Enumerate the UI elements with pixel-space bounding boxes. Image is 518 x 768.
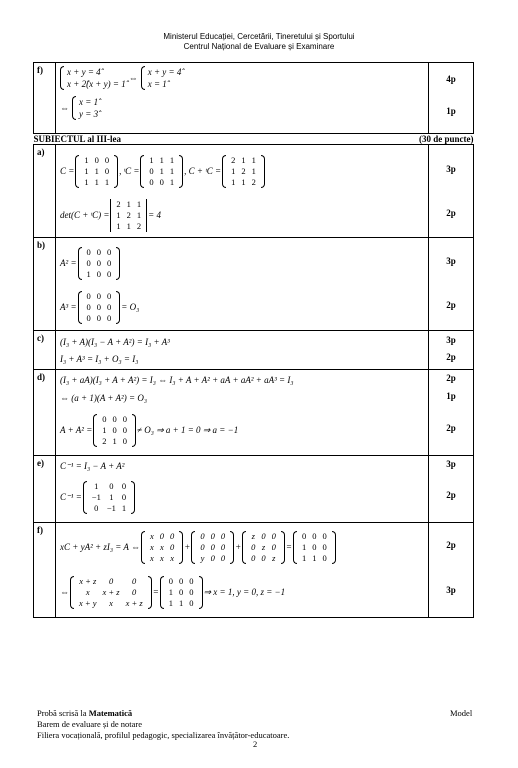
matrix-cell: 0 [86,257,91,268]
matrix-cell: 0 [121,491,127,502]
matrix-cell: 2 [116,198,121,209]
matrix-cell: 0 [107,312,112,323]
matrix-cell: 1 [231,176,236,187]
row-e [34,456,474,523]
matrix-cell: x [85,586,90,597]
row-a [34,145,474,238]
matrix-cell: 0 [86,290,91,301]
matrix-cell: 0 [96,257,102,268]
matrix-cell: 0 [159,176,164,187]
matrix-cell: 2 [251,176,256,187]
row-b [34,238,474,331]
item-label: c) [34,331,56,370]
matrix-cell: x + z [125,597,143,608]
b-body: A² = 0 0 0 0 0 0 1 0 0 A³ = 0 0 0 0 0 0 0 0 0 = O₃ [56,238,429,331]
footer-line-2: Barem de evaluare și de notare [37,719,143,729]
matrix-cell: 0 [86,301,91,312]
matrix-cell: 1 [94,176,99,187]
matrix-cell: 0 [96,246,102,257]
matrix-sum [70,576,152,609]
matrix-cell: 0 [122,435,128,446]
header-ministry: Ministerul Educației, Cercetării, Tineretului și Sportului [163,32,355,41]
matrix-A [293,531,336,564]
matrix-cell: 1 [112,435,117,446]
matrix-cell: 0 [96,268,102,279]
matrix-cell: 0 [107,257,112,268]
matrix-cell: x [159,552,164,563]
matrix-cell: 0 [132,586,137,597]
matrix-cell: 0 [121,480,127,491]
matrix-cell: 0 [122,424,128,435]
matrix-C-plus-tC [222,155,265,188]
matrix-cell: 0 [122,413,128,424]
matrix-cell: 1 [241,176,246,187]
matrix-cell: 2 [241,165,246,176]
matrix-cell: 1 [231,165,236,176]
matrix-cell: 0 [189,597,194,608]
matrix-cell: 1 [126,220,131,231]
points-cell: 2p 3p [429,523,474,618]
matrix-cell: 0 [108,575,114,586]
c-body: (I₃ + A)(I₃ − A + A²) = I₃ + A³ I₃ + A³ = I₃ + O₃ = I₃ [56,331,429,370]
footer-line-1: Probă scrisă la Matematică [37,708,133,718]
matrix-cell: 0 [104,165,110,176]
matrix-cell: x [149,552,154,563]
matrix-cell: 0 [200,530,205,541]
matrix-cell: x [159,541,164,552]
matrix-cell: 1 [241,154,246,165]
header-center: Centrul Național de Evaluare și Examinare [183,42,335,51]
matrix-cell: 0 [189,586,194,597]
matrix-cell: 0 [210,530,215,541]
f2-body: xC + yA² + zI₃ = A ⇔ x 0 0 x x 0 x x x + 0 0 0 0 0 0 y 0 0 + z 0 0 0 z 0 0 0 z = 0 0 0 1 0 0 1 1 0 ⇔ x + z 0 0 x x + z 0 x + y x x + z = 0 0 0 1 0 0 1 1 0 ⇒ x = 1, y = 0, z = −1 [56,523,429,618]
matrix-cell: 1 [169,165,175,176]
matrix-cell: 1 [116,220,121,231]
matrix-cell: 0 [149,165,154,176]
points-cell: 3p 2p [429,238,474,331]
system-2: x + y = 4̂ x = 1̂ [141,66,182,90]
d-body: (I₃ + aA)(I₃ + A + A²) = I₃ ⇔ I₃ + A + A² + aA + aA² + aA³ = I₃ ⇔ (a + 1)(A + A²) = O₃ A + A² = 0 0 0 1 0 0 2 1 0 ≠ O₃ ⇒ a + 1 = 0 ⇒ a = −1 [56,370,429,456]
matrix-cell: 0 [94,154,99,165]
footer-line-3: Filiera vocațională, profilul pedagogic, specializarea învățător-educatoare. [37,730,290,740]
matrix-cell: 0 [94,502,99,513]
matrix-cell: 0 [168,575,174,586]
matrix-cell: 0 [102,413,107,424]
matrix-cell: 0 [251,541,256,552]
matrix-cell: 1 [169,154,175,165]
item-label: f) [34,523,56,618]
matrix-cell: 0 [220,530,226,541]
matrix-cell: −1 [91,491,101,502]
matrix-cell: 1 [109,491,114,502]
matrix-cell: x + z [79,575,97,586]
matrix-cell: 0 [179,586,184,597]
matrix-cell: 0 [210,552,215,563]
matrix-cell: 0 [96,301,102,312]
matrix-cell: 0 [112,413,117,424]
matrix-cell: 2 [136,220,142,231]
section-title: SUBIECTUL al III-lea (30 de puncte) [33,134,474,144]
matrix-cell: x [149,541,154,552]
matrix-zI3 [242,531,285,564]
matrix-cell: 0 [86,246,91,257]
matrix-cell: 0 [322,552,327,563]
matrix-cell: 0 [96,290,102,301]
matrix-cell: 0 [220,552,226,563]
matrix-cell: 0 [109,480,114,491]
matrix-cell: 0 [107,246,112,257]
matrix-cell: x [170,552,175,563]
matrix-cell: 0 [322,530,327,541]
matrix-cell: 1 [104,176,110,187]
item-label: f) [34,63,56,134]
matrix-cell: 1 [168,586,174,597]
matrix-cell: 1 [86,268,91,279]
matrix-cell: 0 [149,176,154,187]
matrix-cell: 0 [170,530,175,541]
footer-model: Model [450,708,473,718]
matrix-A2 [78,247,121,280]
matrix-xC [141,531,183,564]
matrix-cell: 1 [84,176,89,187]
matrix-cell: 1 [169,176,175,187]
item-label: e) [34,456,56,523]
matrix-cell: 0 [112,424,117,435]
matrix-cell: 1 [136,209,142,220]
matrix-A-result [160,576,203,609]
matrix-cell: 2 [102,435,107,446]
matrix-cell: 1 [102,424,107,435]
matrix-cell: 0 [251,552,256,563]
matrix-cell: 0 [322,541,327,552]
item-label: d) [34,370,56,456]
matrix-cell: y [200,552,205,563]
matrix-C [75,155,118,188]
matrix-cell: x + y [79,597,97,608]
matrix-cell: −1 [106,502,116,513]
matrix-cell: 2 [231,154,236,165]
matrix-cell: 0 [104,154,110,165]
matrix-cell: 2 [126,209,131,220]
matrix-cell: x + z [102,586,120,597]
matrix-cell: 0 [107,268,112,279]
matrix-cell: 0 [107,301,112,312]
matrix-cell: 0 [179,575,184,586]
matrix-cell: 0 [189,575,194,586]
matrix-C-inverse [83,481,135,514]
matrix-cell: 1 [301,541,307,552]
points-cell: 3p 2p [429,145,474,238]
matrix-cell: 0 [271,541,276,552]
points-cell: 3p 2p [429,456,474,523]
matrix-cell: z [261,541,266,552]
matrix-cell: 0 [96,312,102,323]
matrix-cell: 0 [312,530,317,541]
matrix-cell: 1 [84,165,89,176]
matrix-cell: x [149,530,154,541]
matrix-cell: 1 [84,154,89,165]
matrix-cell: 1 [159,165,164,176]
matrix-cell: 0 [210,541,215,552]
matrix-cell: 1 [94,165,99,176]
matrix-cell: 1 [301,552,307,563]
section-header-row [34,134,474,145]
matrix-cell: 1 [94,480,99,491]
row-d [34,370,474,456]
e-body: C⁻¹ = I₃ − A + A² C⁻¹ = 1 0 0 −1 1 0 0 −1 1 [56,456,429,523]
matrix-cell: 0 [132,575,137,586]
matrix-cell: 1 [251,154,256,165]
matrix-cell: 1 [251,165,256,176]
matrix-cell: 1 [179,597,184,608]
matrix-cell: 0 [301,530,307,541]
matrix-cell: z [272,552,276,563]
matrix-cell: 1 [159,154,164,165]
matrix-yA2 [191,531,234,564]
grading-table [33,62,474,618]
matrix-cell: 0 [170,541,175,552]
matrix-cell: 0 [261,552,266,563]
points-cell: 4p 1p [429,63,474,134]
row-f [34,523,474,618]
matrix-cell: 0 [200,541,205,552]
matrix-cell: 0 [86,312,91,323]
item-label: a) [34,145,56,238]
matrix-cell: 1 [126,198,131,209]
matrix-cell: 1 [168,597,174,608]
matrix-cell: 1 [116,209,121,220]
matrix-cell: 0 [107,290,112,301]
matrix-cell: 0 [220,541,226,552]
matrix-A3 [78,291,121,324]
system-3: x = 1̂ y = 3̂ [72,96,98,120]
page-number: 2 [253,739,258,749]
matrix-A-plus-A2 [93,414,136,447]
matrix-tC [140,155,183,188]
points-cell: 2p 1p 2p [429,370,474,456]
matrix-cell: 1 [312,552,317,563]
item-label: b) [34,238,56,331]
system-1: x + y = 4̂ x + 2̂(x + y) = 1̂ [60,66,126,90]
matrix-cell: x [109,597,113,608]
matrix-cell: 0 [271,530,276,541]
row-c [34,331,474,370]
f1-body: x + y = 4̂ x + 2̂(x + y) = 1̂ ⇔ x + y = 4̂ x = 1̂ ⇔ x = 1̂ y = 3̂ [56,63,429,134]
points-cell: 3p 2p [429,331,474,370]
matrix-cell: 0 [261,530,266,541]
row-f-subject2 [34,63,474,134]
matrix-cell: 0 [159,530,164,541]
matrix-cell: 1 [136,198,142,209]
matrix-cell: 1 [149,154,154,165]
determinant [110,199,147,232]
a-body: C = 1 0 0 1 1 0 1 1 1 , ᵗC = 1 1 1 0 1 1 0 0 1 , C + ᵗC = 2 1 1 1 2 1 1 1 2 det(C + ᵗC) = 2 1 1 1 2 1 1 1 2 = 4 [56,145,429,238]
matrix-cell: 0 [312,541,317,552]
matrix-cell: z [251,530,255,541]
matrix-cell: 1 [121,502,127,513]
